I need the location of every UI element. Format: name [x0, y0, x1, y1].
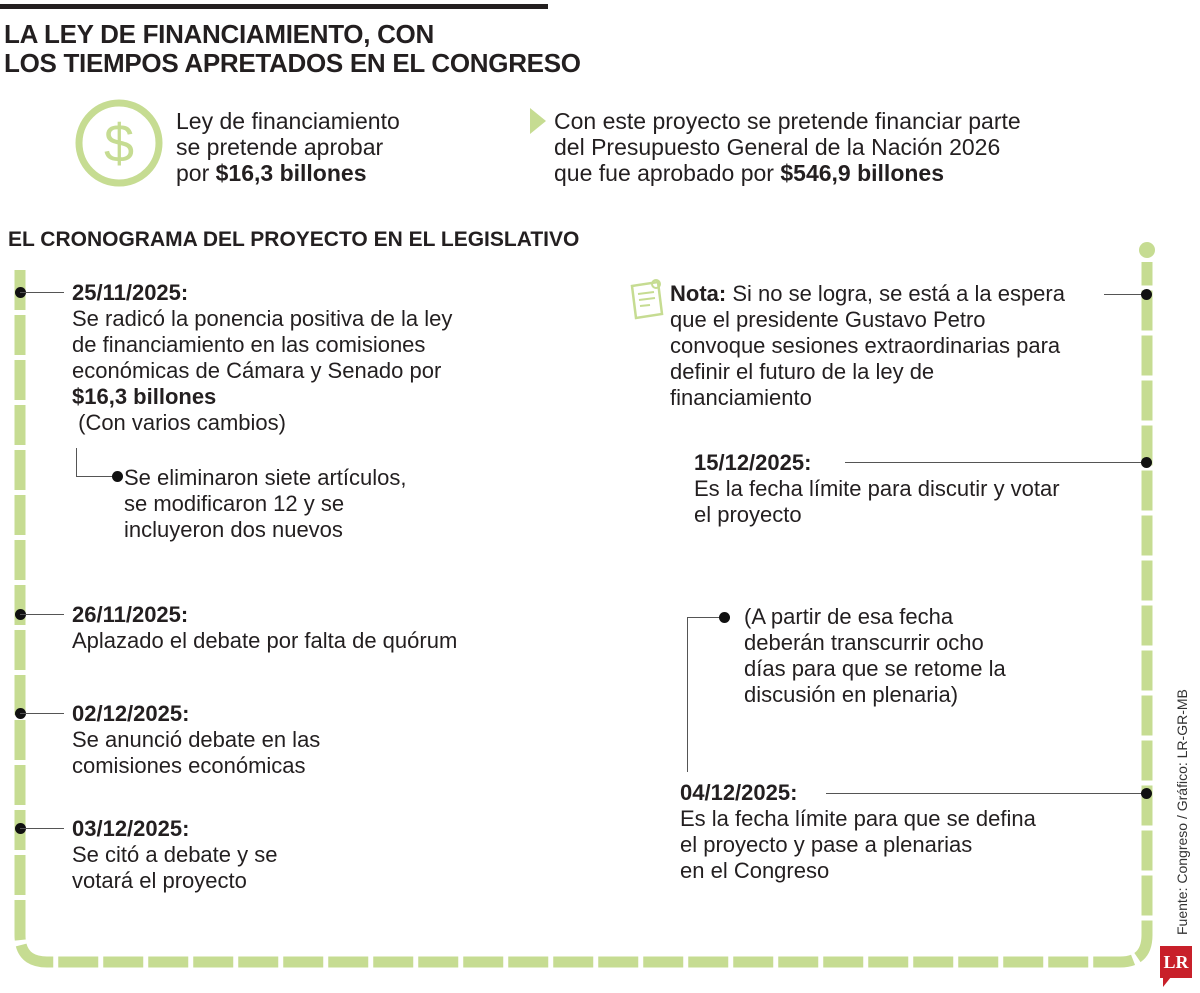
connector — [845, 462, 1147, 463]
connector — [20, 614, 64, 615]
connector — [20, 713, 64, 714]
event-date: 15/12/2025: — [694, 450, 812, 475]
text: se modificaron 12 y se — [124, 491, 345, 516]
note-icon — [628, 278, 668, 322]
text: Si no se logra, se está a la espera — [726, 281, 1065, 306]
event-text: Es la fecha límite para que se defina — [680, 806, 1036, 831]
text: financiamiento — [670, 385, 812, 410]
text: (A partir de esa fecha — [744, 604, 954, 629]
text: definir el futuro de la ley de — [670, 359, 935, 384]
text: incluyeron dos nuevos — [124, 517, 343, 542]
event-text: comisiones económicas — [72, 753, 306, 778]
connector — [687, 617, 688, 772]
text: discusión en plenaria) — [744, 682, 959, 707]
connector — [76, 476, 116, 477]
text: que fue aprobado por — [554, 160, 781, 186]
section-subtitle: EL CRONOGRAMA DEL PROYECTO EN EL LEGISLATIVO — [8, 228, 580, 251]
text: Con este proyecto se pretende financiar parte — [554, 108, 1021, 134]
event-04-12 — [680, 780, 1036, 884]
event-25-11 — [72, 280, 452, 436]
timeline-dot — [1141, 788, 1152, 799]
text: días para que se retome la — [744, 656, 1006, 681]
event-text: Se radicó la ponencia positiva de la ley — [72, 306, 453, 331]
event-amount: $16,3 billones — [72, 384, 217, 409]
event-date: 02/12/2025: — [72, 701, 190, 726]
text: Ley de financiamiento — [176, 108, 400, 134]
event-02-12 — [72, 701, 320, 779]
svg-text:$: $ — [103, 114, 135, 174]
text: se pretende aprobar — [176, 134, 384, 160]
bullet-dot — [719, 612, 730, 623]
text: que el presidente Gustavo Petro — [670, 307, 986, 332]
lr-logo: LR — [1160, 946, 1192, 978]
event-text: el proyecto y pase a plenarias — [680, 832, 973, 857]
event-text: Se citó a debate y se — [72, 842, 278, 867]
event-date: 03/12/2025: — [72, 816, 190, 841]
amount: $546,9 billones — [780, 160, 944, 186]
event-date: 25/11/2025: — [72, 280, 189, 305]
event-text: económicas de Cámara y Senado por — [72, 358, 442, 383]
nota-label: Nota: — [670, 281, 727, 306]
nota — [670, 281, 1065, 411]
event-03-12 — [72, 816, 277, 894]
text: Se eliminaron siete artículos, — [124, 465, 407, 490]
text: convoque sesiones extraordinarias para — [670, 333, 1061, 358]
title-line: LOS TIEMPOS APRETADOS EN EL CONGRESO — [4, 48, 581, 78]
event-note: (Con varios cambios) — [72, 410, 286, 435]
bullet-dot — [112, 471, 123, 482]
event-date: 26/11/2025: — [72, 602, 189, 627]
event-text: Aplazado el debate por falta de quórum — [72, 628, 458, 653]
event-26-11 — [72, 602, 457, 654]
text: deberán transcurrir ocho — [744, 630, 984, 655]
event-date: 04/12/2025: — [680, 780, 798, 805]
title-line: LA LEY DE FINANCIAMIENTO, CON — [4, 19, 434, 49]
amount: $16,3 billones — [215, 160, 367, 186]
connector — [76, 448, 77, 476]
sub-bullet — [124, 465, 406, 543]
right-bullet — [744, 604, 1006, 708]
event-text: en el Congreso — [680, 858, 830, 883]
logo-tail — [1163, 977, 1171, 987]
event-text: de financiamiento en las comisiones — [72, 332, 426, 357]
connector — [20, 828, 64, 829]
text: del Presupuesto General de la Nación 2026 — [554, 134, 1001, 160]
timeline-dot — [1141, 289, 1152, 300]
text: por — [176, 160, 216, 186]
connector — [826, 793, 1147, 794]
source-credit: Fuente: Congreso / Gráfico: LR-GR-MB — [1174, 689, 1190, 935]
event-text: el proyecto — [694, 502, 802, 527]
event-text: votará el proyecto — [72, 868, 247, 893]
event-text: Se anunció debate en las — [72, 727, 321, 752]
event-text: Es la fecha límite para discutir y votar — [694, 476, 1060, 501]
timeline-dot — [1141, 457, 1152, 468]
connector — [20, 292, 64, 293]
